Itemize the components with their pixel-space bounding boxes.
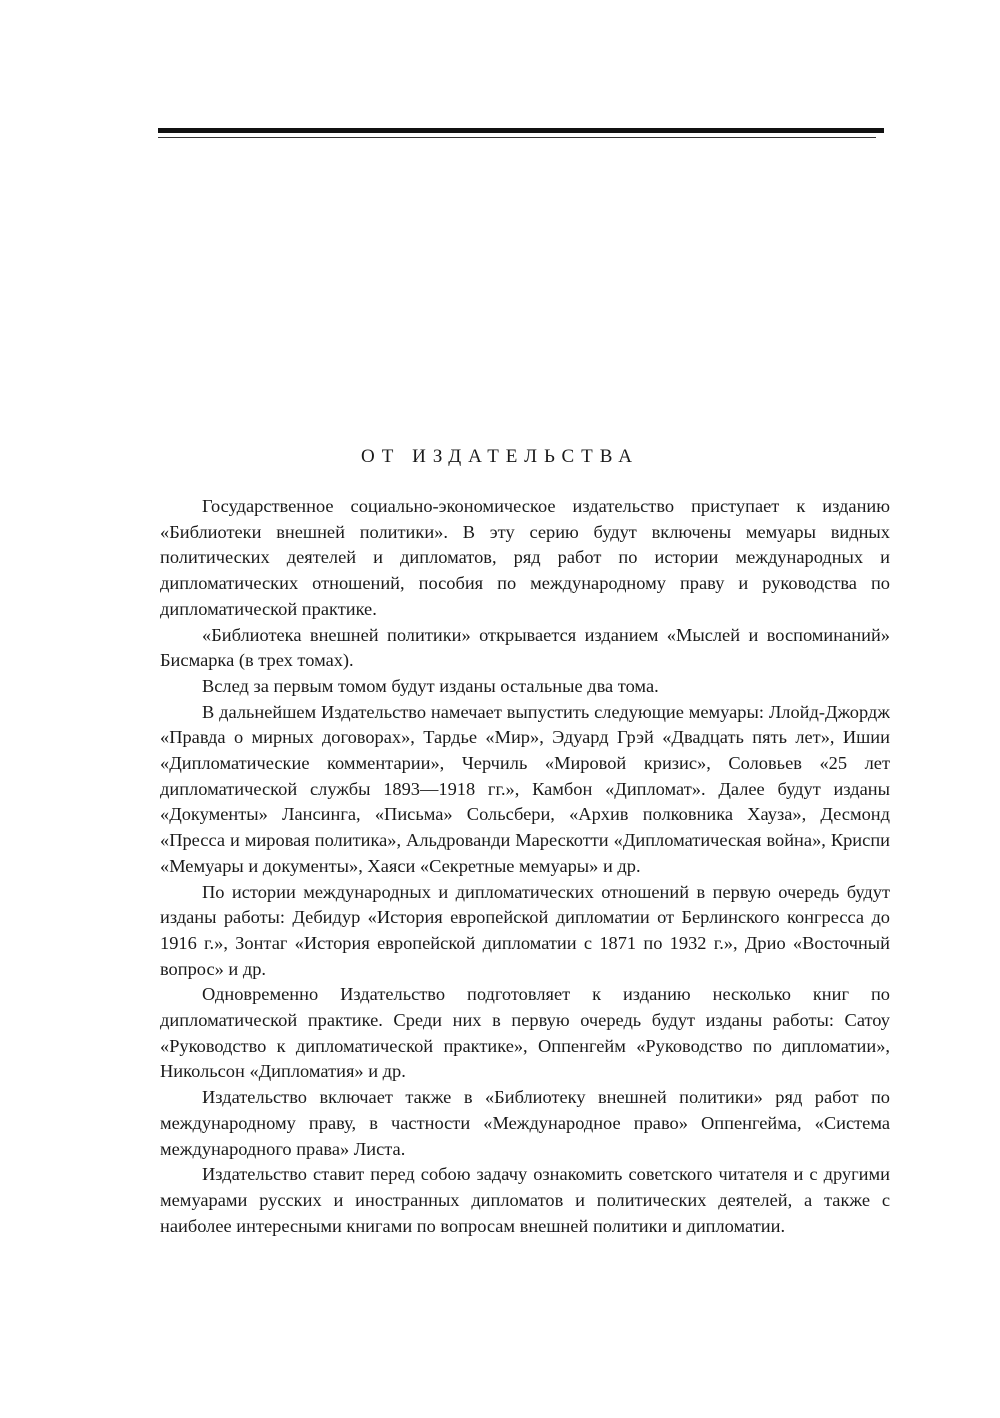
paragraph: По истории международных и дипломатических отношений в первую очередь будут изданы работы: Дебидур «История европейской дипломатии от Берлинского конгресса до 1916 г.», Зонтаг «История европейской дипломатии с 1871 по 1932 г.», Дрио «Восточный вопрос» и др. — [160, 881, 890, 979]
paragraph: Вслед за первым томом будут изданы остальные два тома. — [202, 675, 659, 696]
paragraph: Издательство ставит перед собою задачу ознакомить советского читателя и с другими мемуарами русских и иностранных дипломатов и политических деятелей, а также с наиболее интересными книгами по вопросам внешней политики и дипломатии. — [160, 1164, 890, 1236]
paragraph: Издательство включает также в «Библиотеку внешней политики» ряд работ по международному праву, в частности «Международное право» Оппенгейма, «Система международного права» Листа. — [160, 1087, 890, 1159]
paragraph: Одновременно Издательство подготовляет к изданию несколько книг по дипломатической практике. Среди них в первую очередь будут изданы работы: Сатоу «Руководство к дипломатической практике», Оппенгейм «Руководство по дипломатии», Никольсон «Дипломатия» и др. — [160, 984, 890, 1082]
top-rule-thin — [158, 137, 876, 138]
section-heading: ОТ ИЗДАТЕЛЬСТВА — [361, 446, 639, 467]
paragraph: «Библиотека внешней политики» открывается изданием «Мыслей и воспоминаний» Бисмарка (в трех томах). — [160, 624, 890, 671]
paragraph: В дальнейшем Издательство намечает выпустить следующие мемуары: Ллойд-Джордж «Правда о мирных договорах», Тардье «Мир», Эдуард Грэй «Двадцать пять лет», Ишии «Дипломатические комментарии», Черчиль «Мировой кризис», Соловьев «25 лет дипломатической службы 1893—1918 гг.», Камбон «Дипломат». Далее будут изданы «Документы» Лансинга, «Письма» Сольсбери, «Архив полковника Хауза», Десмонд «Пресса и мировая политика», Альдрованди Марескотти «Дипломатическая война», Криспи «Мемуары и документы», Хаяси «Секретные мемуары» и др. — [160, 701, 890, 876]
paragraph: Государственное социально-экономическое издательство приступает к изданию «Библиотеки внешней политики». В эту серию будут включены мемуары видных политических деятелей и дипломатов, ряд работ по истории международных и дипломатических отношений, пособия по международному праву и руководства по дипломатической практике. — [160, 496, 890, 619]
top-rule-thick — [158, 128, 884, 133]
body-text — [160, 494, 890, 1239]
